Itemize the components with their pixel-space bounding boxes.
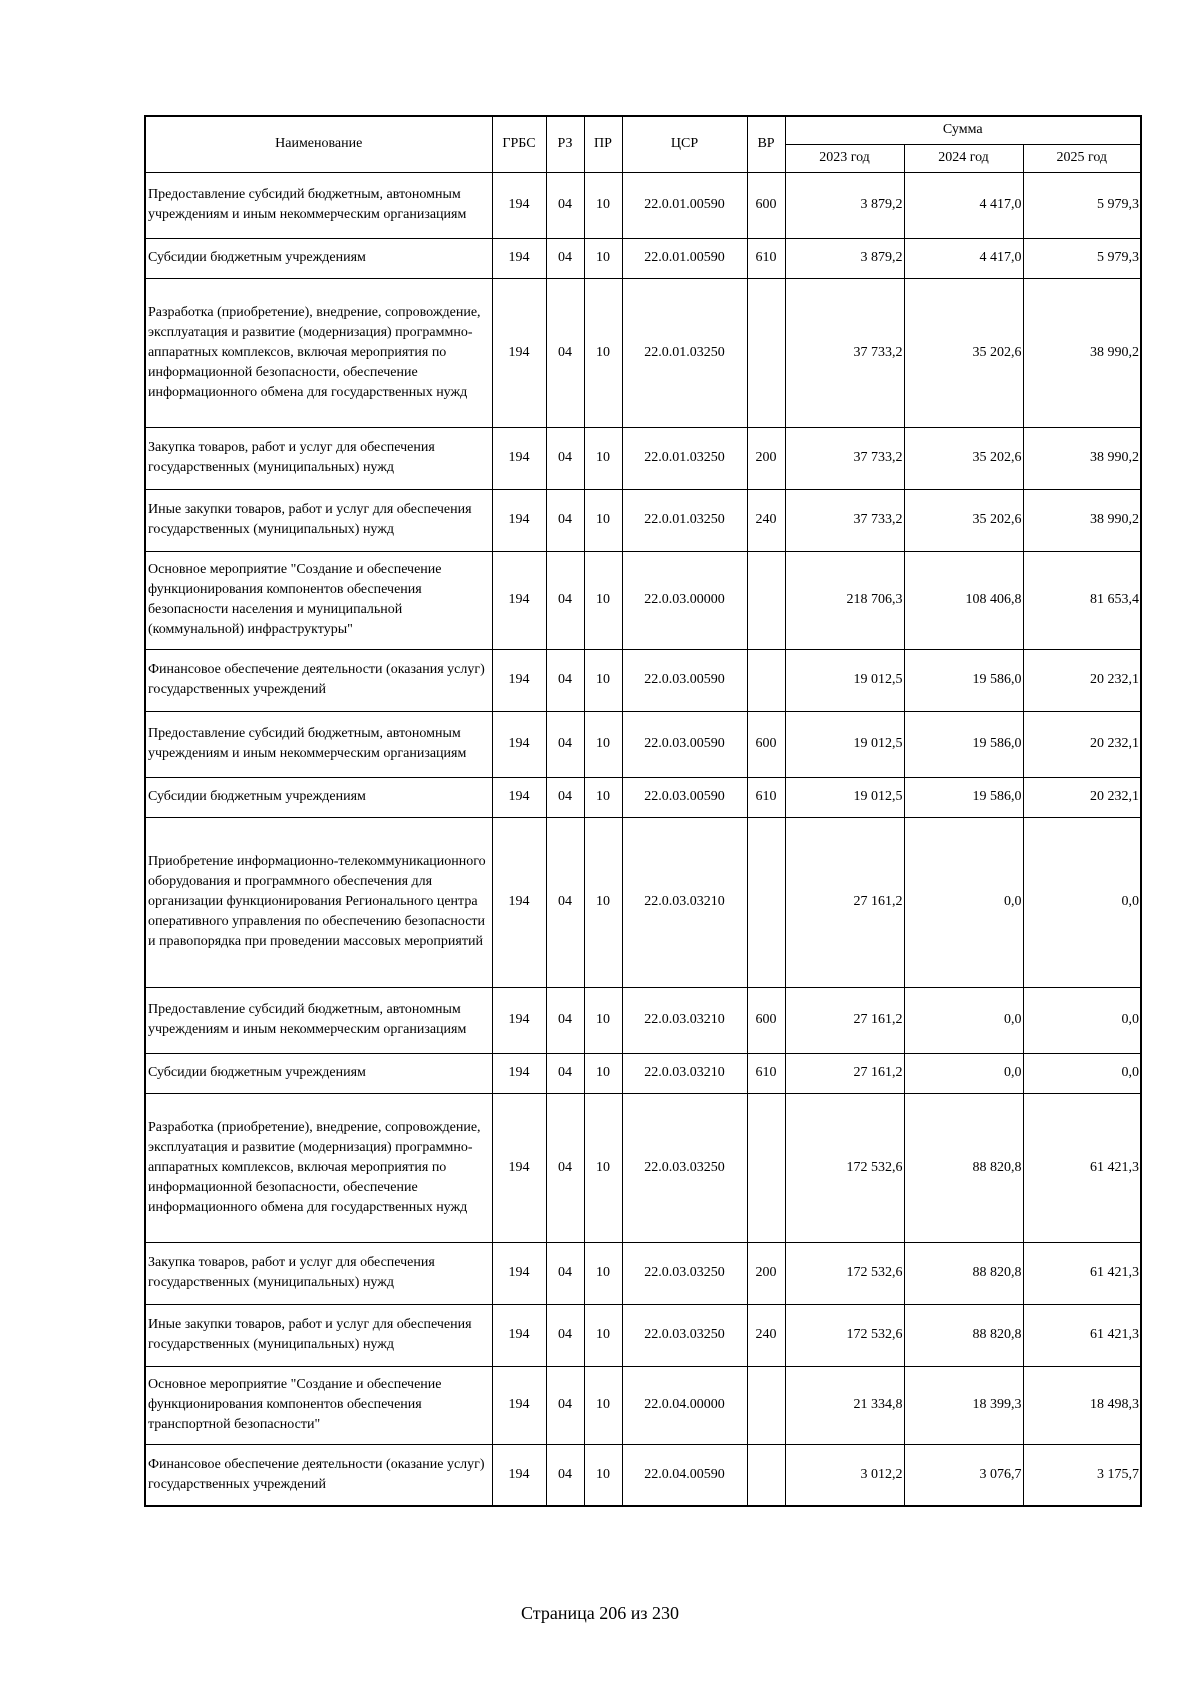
header-csr: ЦСР [622, 116, 747, 172]
header-year-2025: 2025 год [1023, 144, 1141, 172]
row-csr: 22.0.03.03210 [622, 987, 747, 1053]
row-pr: 10 [584, 1093, 622, 1242]
row-csr: 22.0.01.03250 [622, 278, 747, 427]
row-sum-2024: 88 820,8 [904, 1242, 1023, 1304]
row-csr: 22.0.01.00590 [622, 172, 747, 238]
row-grbs: 194 [492, 172, 546, 238]
row-sum-2023: 19 012,5 [785, 649, 904, 711]
row-csr: 22.0.03.03210 [622, 1053, 747, 1093]
table-body [145, 172, 1141, 1506]
row-grbs: 194 [492, 427, 546, 489]
table-row [145, 489, 1141, 551]
row-sum-2024: 4 417,0 [904, 238, 1023, 278]
row-grbs: 194 [492, 278, 546, 427]
row-grbs: 194 [492, 777, 546, 817]
row-sum-2023: 37 733,2 [785, 489, 904, 551]
row-rz: 04 [546, 172, 584, 238]
row-vr [747, 1093, 785, 1242]
row-sum-2023: 27 161,2 [785, 817, 904, 987]
row-sum-2025: 61 421,3 [1023, 1304, 1141, 1366]
table-row [145, 427, 1141, 489]
row-grbs: 194 [492, 1093, 546, 1242]
table-row [145, 1093, 1141, 1242]
row-rz: 04 [546, 1444, 584, 1506]
row-sum-2025: 20 232,1 [1023, 711, 1141, 777]
row-vr: 610 [747, 1053, 785, 1093]
row-rz: 04 [546, 1366, 584, 1444]
row-sum-2025: 38 990,2 [1023, 278, 1141, 427]
header-year-2024: 2024 год [904, 144, 1023, 172]
row-sum-2023: 172 532,6 [785, 1304, 904, 1366]
row-vr: 600 [747, 172, 785, 238]
row-grbs: 194 [492, 1242, 546, 1304]
row-rz: 04 [546, 1093, 584, 1242]
row-pr: 10 [584, 711, 622, 777]
row-vr: 600 [747, 711, 785, 777]
row-sum-2023: 3 879,2 [785, 238, 904, 278]
row-sum-2024: 3 076,7 [904, 1444, 1023, 1506]
row-sum-2025: 61 421,3 [1023, 1242, 1141, 1304]
row-name: Основное мероприятие "Создание и обеспечение функционирования компонентов обеспечения транспортной безопасности" [145, 1366, 492, 1444]
row-sum-2024: 0,0 [904, 987, 1023, 1053]
row-pr: 10 [584, 649, 622, 711]
row-sum-2025: 0,0 [1023, 1053, 1141, 1093]
row-sum-2024: 18 399,3 [904, 1366, 1023, 1444]
row-vr: 200 [747, 427, 785, 489]
header-year-2023: 2023 год [785, 144, 904, 172]
row-sum-2025: 81 653,4 [1023, 551, 1141, 649]
row-name: Предоставление субсидий бюджетным, автономным учреждениям и иным некоммерческим организациям [145, 987, 492, 1053]
table-row [145, 238, 1141, 278]
table-row [145, 711, 1141, 777]
table-row [145, 1444, 1141, 1506]
row-sum-2024: 88 820,8 [904, 1304, 1023, 1366]
row-vr: 610 [747, 238, 785, 278]
row-pr: 10 [584, 1242, 622, 1304]
row-rz: 04 [546, 238, 584, 278]
row-pr: 10 [584, 172, 622, 238]
table-row [145, 1304, 1141, 1366]
row-vr: 240 [747, 489, 785, 551]
row-vr [747, 1366, 785, 1444]
row-sum-2024: 19 586,0 [904, 711, 1023, 777]
row-pr: 10 [584, 1444, 622, 1506]
row-sum-2024: 108 406,8 [904, 551, 1023, 649]
row-sum-2025: 5 979,3 [1023, 238, 1141, 278]
row-sum-2023: 27 161,2 [785, 987, 904, 1053]
row-rz: 04 [546, 711, 584, 777]
row-name: Иные закупки товаров, работ и услуг для обеспечения государственных (муниципальных) нужд [145, 489, 492, 551]
row-pr: 10 [584, 238, 622, 278]
row-csr: 22.0.03.00590 [622, 777, 747, 817]
row-name: Основное мероприятие "Создание и обеспечение функционирования компонентов обеспечения безопасности населения и муниципальной (коммунальной) инфраструктуры" [145, 551, 492, 649]
row-vr [747, 817, 785, 987]
row-pr: 10 [584, 817, 622, 987]
row-sum-2024: 35 202,6 [904, 489, 1023, 551]
table-row [145, 172, 1141, 238]
header-grbs: ГРБС [492, 116, 546, 172]
row-sum-2023: 27 161,2 [785, 1053, 904, 1093]
table-row [145, 1366, 1141, 1444]
table-row [145, 987, 1141, 1053]
row-rz: 04 [546, 489, 584, 551]
row-name: Субсидии бюджетным учреждениям [145, 777, 492, 817]
row-sum-2025: 61 421,3 [1023, 1093, 1141, 1242]
row-grbs: 194 [492, 238, 546, 278]
row-rz: 04 [546, 1053, 584, 1093]
header-pr: ПР [584, 116, 622, 172]
row-pr: 10 [584, 1304, 622, 1366]
row-vr: 600 [747, 987, 785, 1053]
row-vr: 240 [747, 1304, 785, 1366]
row-sum-2025: 0,0 [1023, 987, 1141, 1053]
row-sum-2025: 18 498,3 [1023, 1366, 1141, 1444]
header-rz: РЗ [546, 116, 584, 172]
row-name: Иные закупки товаров, работ и услуг для обеспечения государственных (муниципальных) нужд [145, 1304, 492, 1366]
row-csr: 22.0.03.00590 [622, 711, 747, 777]
row-sum-2023: 37 733,2 [785, 278, 904, 427]
row-vr [747, 278, 785, 427]
row-csr: 22.0.01.03250 [622, 489, 747, 551]
row-grbs: 194 [492, 817, 546, 987]
table-row [145, 649, 1141, 711]
table-row [145, 1053, 1141, 1093]
table-row [145, 1242, 1141, 1304]
header-vr: ВР [747, 116, 785, 172]
row-vr [747, 551, 785, 649]
row-name: Закупка товаров, работ и услуг для обеспечения государственных (муниципальных) нужд [145, 1242, 492, 1304]
header-sum: Сумма [785, 116, 1141, 144]
table-row [145, 551, 1141, 649]
row-pr: 10 [584, 278, 622, 427]
row-csr: 22.0.03.00000 [622, 551, 747, 649]
row-sum-2023: 21 334,8 [785, 1366, 904, 1444]
row-grbs: 194 [492, 987, 546, 1053]
row-vr [747, 1444, 785, 1506]
row-name: Предоставление субсидий бюджетным, автономным учреждениям и иным некоммерческим организациям [145, 711, 492, 777]
row-name: Субсидии бюджетным учреждениям [145, 1053, 492, 1093]
row-sum-2023: 3 012,2 [785, 1444, 904, 1506]
row-sum-2023: 19 012,5 [785, 777, 904, 817]
table-row [145, 817, 1141, 987]
row-csr: 22.0.03.03250 [622, 1242, 747, 1304]
row-grbs: 194 [492, 551, 546, 649]
row-grbs: 194 [492, 1053, 546, 1093]
header-name: Наименование [145, 116, 492, 172]
row-name: Финансовое обеспечение деятельности (оказание услуг) государственных учреждений [145, 1444, 492, 1506]
row-sum-2024: 4 417,0 [904, 172, 1023, 238]
row-sum-2023: 3 879,2 [785, 172, 904, 238]
row-csr: 22.0.03.03250 [622, 1304, 747, 1366]
row-sum-2025: 3 175,7 [1023, 1444, 1141, 1506]
row-name: Разработка (приобретение), внедрение, сопровождение, эксплуатация и развитие (модернизация) программно-аппаратных комплексов, включая мероприятия по информационной безопасности, обеспечение информационного обмена для государственных нужд [145, 278, 492, 427]
row-grbs: 194 [492, 489, 546, 551]
row-pr: 10 [584, 427, 622, 489]
row-sum-2025: 20 232,1 [1023, 777, 1141, 817]
row-vr [747, 649, 785, 711]
row-name: Финансовое обеспечение деятельности (оказания услуг) государственных учреждений [145, 649, 492, 711]
row-csr: 22.0.04.00000 [622, 1366, 747, 1444]
row-grbs: 194 [492, 1444, 546, 1506]
page-number: Страница 206 из 230 [521, 1603, 679, 1623]
row-sum-2024: 35 202,6 [904, 278, 1023, 427]
row-sum-2025: 0,0 [1023, 817, 1141, 987]
row-sum-2025: 38 990,2 [1023, 427, 1141, 489]
row-sum-2023: 172 532,6 [785, 1093, 904, 1242]
row-name: Приобретение информационно-телекоммуникационного оборудования и программного обеспечения для организации функционирования Регионального центра оперативного управления по обеспечению безопасности и правопорядка при проведении массовых мероприятий [145, 817, 492, 987]
row-sum-2023: 172 532,6 [785, 1242, 904, 1304]
row-sum-2024: 19 586,0 [904, 649, 1023, 711]
row-rz: 04 [546, 987, 584, 1053]
row-grbs: 194 [492, 1366, 546, 1444]
row-grbs: 194 [492, 649, 546, 711]
row-name: Разработка (приобретение), внедрение, сопровождение, эксплуатация и развитие (модернизация) программно-аппаратных комплексов, включая мероприятия по информационной безопасности, обеспечение информационного обмена для государственных нужд [145, 1093, 492, 1242]
row-vr: 200 [747, 1242, 785, 1304]
row-sum-2023: 19 012,5 [785, 711, 904, 777]
row-sum-2024: 0,0 [904, 817, 1023, 987]
row-pr: 10 [584, 551, 622, 649]
row-rz: 04 [546, 777, 584, 817]
row-pr: 10 [584, 1366, 622, 1444]
row-csr: 22.0.04.00590 [622, 1444, 747, 1506]
row-rz: 04 [546, 278, 584, 427]
row-sum-2023: 218 706,3 [785, 551, 904, 649]
row-csr: 22.0.03.03210 [622, 817, 747, 987]
row-rz: 04 [546, 427, 584, 489]
row-grbs: 194 [492, 711, 546, 777]
row-sum-2025: 38 990,2 [1023, 489, 1141, 551]
row-pr: 10 [584, 777, 622, 817]
row-csr: 22.0.03.00590 [622, 649, 747, 711]
row-rz: 04 [546, 649, 584, 711]
row-sum-2024: 35 202,6 [904, 427, 1023, 489]
row-csr: 22.0.01.00590 [622, 238, 747, 278]
row-pr: 10 [584, 489, 622, 551]
row-sum-2024: 88 820,8 [904, 1093, 1023, 1242]
table-header [145, 116, 1141, 172]
row-csr: 22.0.03.03250 [622, 1093, 747, 1242]
table-row [145, 278, 1141, 427]
row-sum-2024: 0,0 [904, 1053, 1023, 1093]
row-sum-2025: 5 979,3 [1023, 172, 1141, 238]
row-name: Закупка товаров, работ и услуг для обеспечения государственных (муниципальных) нужд [145, 427, 492, 489]
row-rz: 04 [546, 1242, 584, 1304]
row-csr: 22.0.01.03250 [622, 427, 747, 489]
table-row [145, 777, 1141, 817]
row-name: Субсидии бюджетным учреждениям [145, 238, 492, 278]
row-sum-2023: 37 733,2 [785, 427, 904, 489]
row-grbs: 194 [492, 1304, 546, 1366]
row-sum-2025: 20 232,1 [1023, 649, 1141, 711]
row-name: Предоставление субсидий бюджетным, автономным учреждениям и иным некоммерческим организациям [145, 172, 492, 238]
budget-table [144, 115, 1142, 1507]
row-rz: 04 [546, 1304, 584, 1366]
row-rz: 04 [546, 551, 584, 649]
row-vr: 610 [747, 777, 785, 817]
row-pr: 10 [584, 1053, 622, 1093]
row-rz: 04 [546, 817, 584, 987]
row-pr: 10 [584, 987, 622, 1053]
row-sum-2024: 19 586,0 [904, 777, 1023, 817]
